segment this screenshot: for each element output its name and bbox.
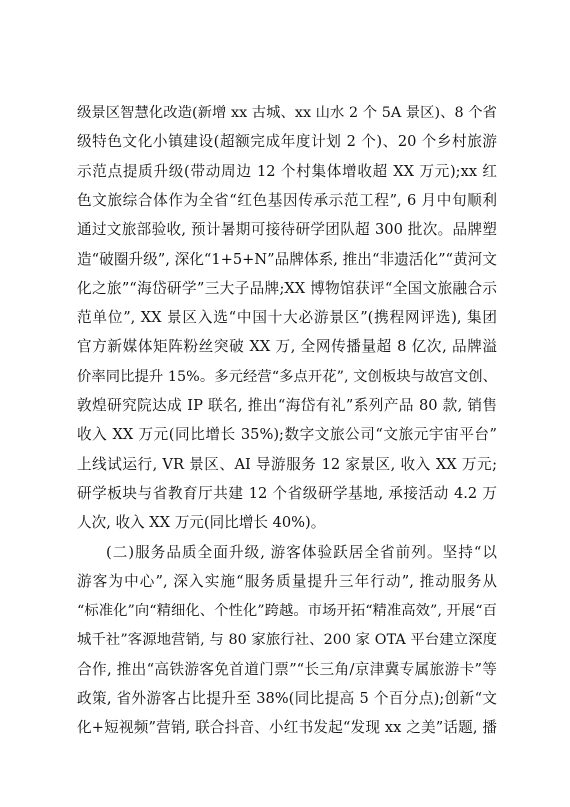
text-line: 人次, 收入 XX 万元(同比增长 40%)。 [77,514,326,532]
text-line: 官方新媒体矩阵粉丝突破 XX 万, 全网传播量超 8 亿次, 品牌溢 [77,338,497,356]
text-line: 范单位”, XX 景区入选“中国十大必游景区”(携程网评选), 集团 [77,309,497,327]
text-line: 色文旅综合体作为全省“红色基因传承示范工程”, 6 月中旬顺利 [77,191,497,209]
text-line: 敦煌研究院达成 IP 联名, 推出“海岱有礼”系列产品 80 款, 销售 [77,397,497,414]
text-line: 示范点提质升级(带动周边 12 个村集体增收超 XX 万元);xx 红 [77,162,497,180]
text-line: 上线试运行, VR 景区、AI 导游服务 12 家景区, 收入 XX 万元; [77,455,497,473]
text-line: 合作, 推出“高铁游客免首道门票”“长三角/京津冀专属旅游卡”等 [77,660,497,678]
text-line: 收入 XX 万元(同比增长 35%);数字文旅公司“文旅元宇宙平台” [77,426,497,444]
text-line: 城千社”客源地营销, 与 80 家旅行社、200 家 OTA 平台建立深度 [77,632,497,649]
text-line: 级特色文化小镇建设(超额完成年度计划 2 个)、20 个乡村旅游 [77,133,497,151]
text-line: 级景区智慧化改造(新增 xx 古城、xx 山水 2 个 5A 景区)、8 个省 [77,105,497,121]
text-line: 研学板块与省教育厅共建 12 个省级研学基地, 承接活动 4.2 万 [77,484,497,502]
text-line: 化+短视频”营销, 联合抖音、小红书发起“发现 xx 之美”话题, 播 [77,719,497,737]
text-line: 通过文旅部验收, 预计暑期可接待研学团队超 300 批次。品牌塑 [77,221,497,239]
text-line: “标准化”向“精细化、个性化”跨越。市场开拓“精准高效”, 开展“百 [77,603,497,620]
text-line: 政策, 省外游客占比提升至 38%(同比提高 5 个百分点);创新“文 [77,690,497,707]
text-line: 化之旅”“海岱研学”三大子品牌;XX 博物馆获评“全国文旅融合示 [77,279,497,297]
text-line: 游客为中心”, 深入实施“服务质量提升三年行动”, 推动服务从 [77,572,497,590]
section-heading-line: (二)服务品质全面升级, 游客体验跃居全省前列。坚持“以 [106,543,497,561]
text-line: 造“破圈升级”, 深化“1+5+N”品牌体系, 推出“非遗活化”“黄河文 [77,250,497,268]
text-line: 价率同比提升 15%。多元经营“多点开花”, 文创板块与故宫文创、 [77,368,497,385]
